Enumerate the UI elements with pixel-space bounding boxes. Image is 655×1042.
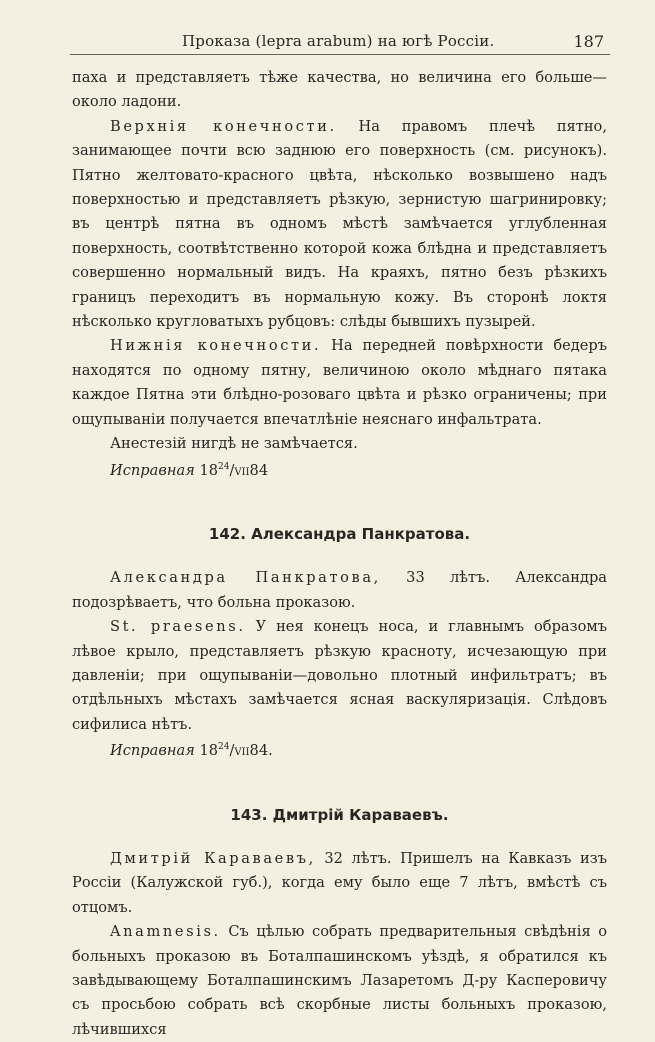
running-header	[70, 30, 610, 55]
lower-limbs-label: Нижнія конечности.	[110, 337, 322, 355]
upper-limbs-paragraph	[72, 115, 607, 335]
case-142-status: St. praesens. У нея конецъ носа, и главнымъ образомъ лѣвое крыло, представляетъ рѣзкую красноту, исчезающую при давленіи; при ощупываніи—довольно плотный инфильтратъ; въ отдѣльныхъ мѣстахъ замѣчается ясная васкуляризація. Слѣдовъ сифилиса нѣтъ.	[72, 618, 608, 733]
case-heading-143: 143. Дмитрій Караваевъ.	[230, 805, 449, 824]
anamnesis-label: Anamnesis.	[110, 923, 221, 941]
case-142-intro: Александра Панкратова, 33 лѣтъ. Александра подозрѣваетъ, что больна проказою.	[72, 569, 607, 611]
status-praesens-label: St. praesens.	[110, 618, 246, 636]
case-143-intro: Дмитрій Караваевъ, 32 лѣтъ. Пришелъ на Кавказъ изъ Россіи (Калужской губ.), когда ему было еще 7 лѣтъ, вмѣстѣ съ отцомъ.	[72, 849, 607, 916]
upper-limbs-text: На правомъ плечѣ пятно, занимающее почти всю заднюю его поверхность (см. рисунокъ). Пятно желтовато-красного цвѣта, нѣсколько возвышено надъ поверхностью и представляетъ рѣзкую, зернистую шагринировку; въ центрѣ пятна въ одномъ мѣстѣ замѣчается углубленная поверхность, соотвѣтственно которой кожа блѣдна и представляетъ совершенно нормальный видъ. На краяхъ, пятно безъ рѣзкихъ границъ переходитъ въ нормальную кожу. Въ сторонѣ локтя нѣсколько кругловатыхъ рубцовъ: слѣды бывшихъ пузырей.	[72, 117, 607, 331]
examination-word: Исправная	[110, 742, 195, 760]
lower-limbs-text: На передней повѣрхности бедеръ находятся по одному пятну, величиною около мѣднаго пятака каждое Пятна эти блѣдно-розоваго цвѣта и рѣзко ограничены; при ощупываніи получается впечатлѣніе неяснаго инфальтрата.	[72, 337, 607, 428]
examination-word: Исправная	[110, 461, 195, 479]
patient-name: Дмитрій Караваевъ,	[110, 849, 316, 867]
continued-paragraph: паха и представляетъ тѣже качества, но величина его больше—около ладони.	[72, 69, 607, 111]
page-number: 187	[573, 32, 604, 51]
examination-date: Исправная $18^{24}/VII84$	[110, 461, 269, 479]
upper-limbs-label: Верхнія конечности.	[110, 117, 337, 135]
running-title: Проказа (lepra arabum) на югѣ Россіи.	[182, 32, 495, 50]
examination-date: Исправная $18^{24}/VII84$.	[110, 742, 273, 760]
case-heading-142: 142. Александра Панкратова.	[208, 524, 471, 543]
anesthesia-note: Анестезій нигдѣ не замѣчается.	[110, 435, 358, 453]
patient-name: Александра Панкратова,	[110, 569, 381, 587]
case-143-anamnesis: Anamnesis. Съ цѣлью собрать предварительныя свѣдѣнія о больныхъ проказою въ Боталпашинскомъ уѣздѣ, я обратился къ завѣдывающему Боталпашинскимъ Лазаретомъ Д-ру Касперовичу съ просьбою собрать всѣ скорбные листы больныхъ проказою, лѣчившихся	[72, 923, 607, 1038]
lower-limbs-paragraph	[72, 334, 607, 432]
page-body	[72, 66, 607, 1042]
